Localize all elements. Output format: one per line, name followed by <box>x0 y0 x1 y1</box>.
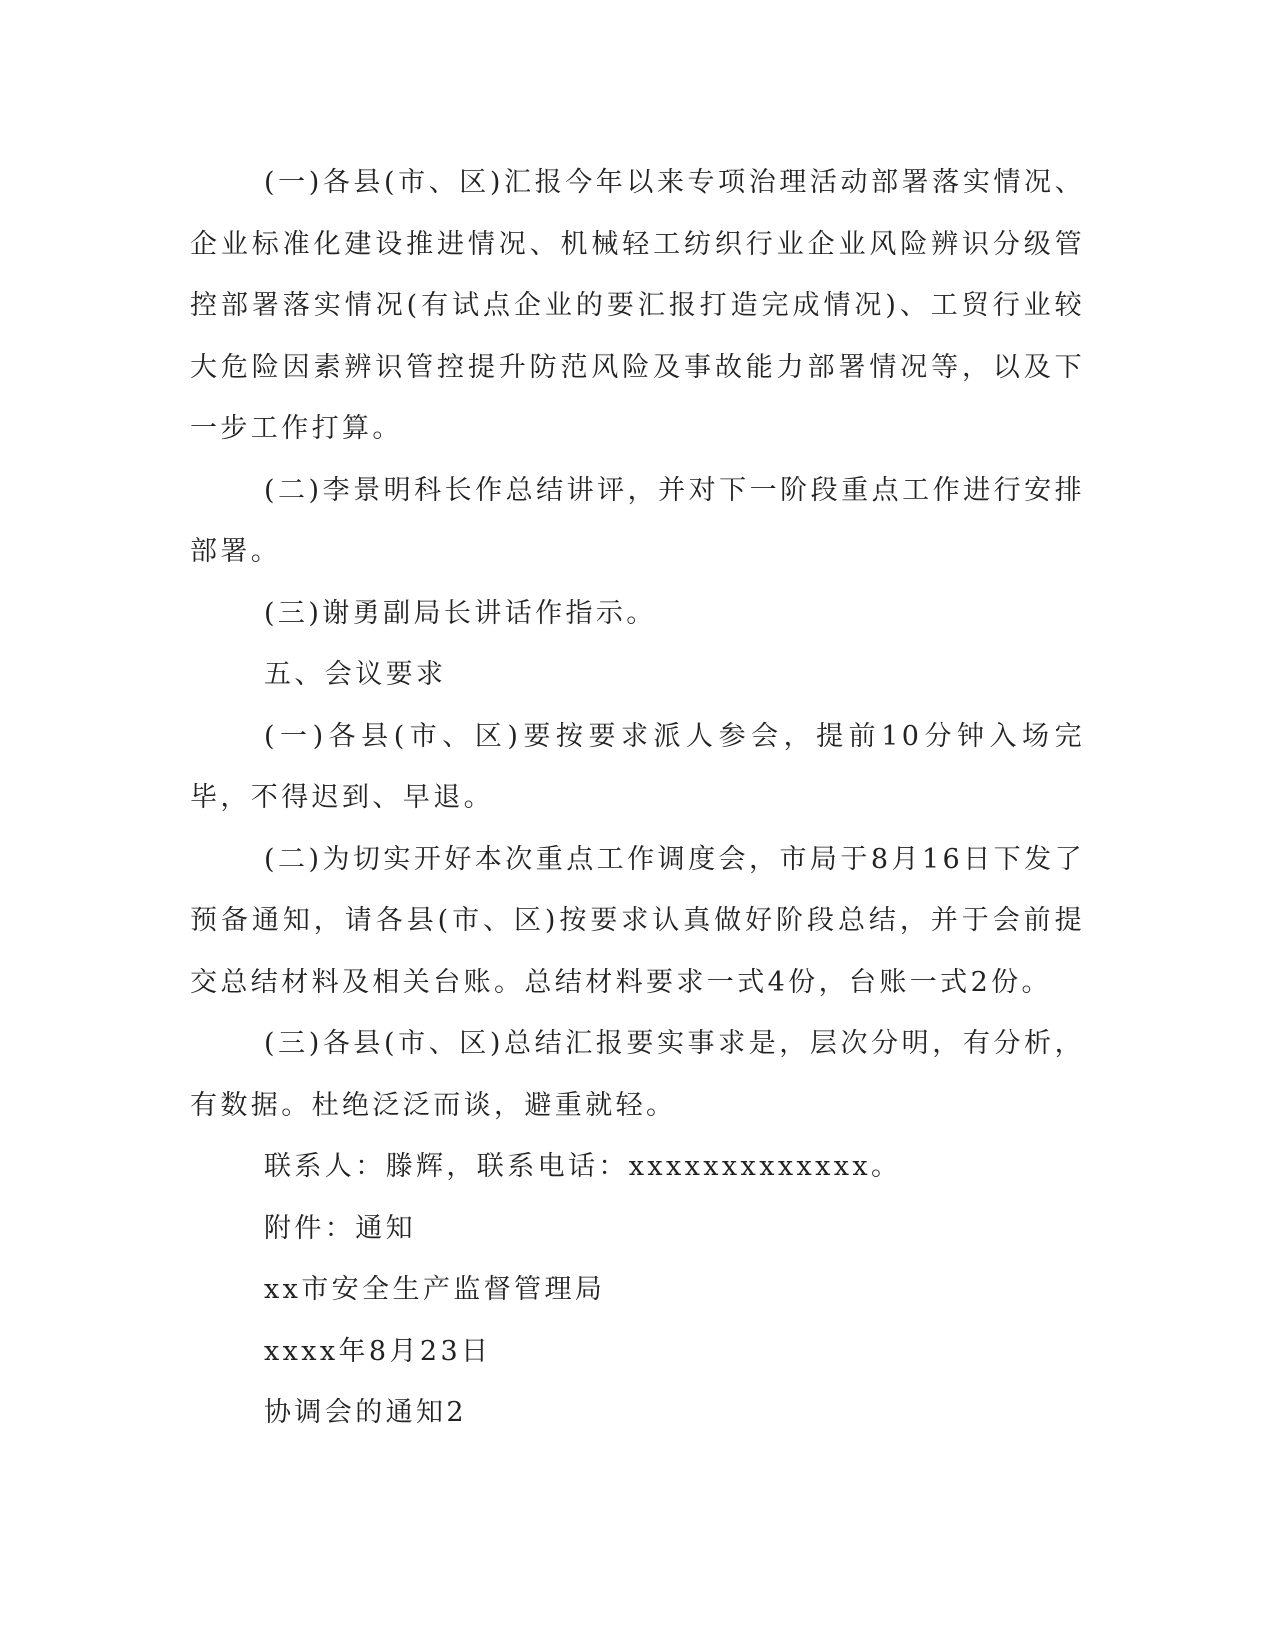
paragraph-preparation: (二)为切实开好本次重点工作调度会，市局于8月16日下发了预备通知，请各县(市、区)按要求认真做好阶段总结，并于会前提交总结材料及相关台账。总结材料要求一式4份，台账一式2份。 <box>190 843 1085 998</box>
paragraph-deputy-speech: (三)谢勇副局长讲话作指示。 <box>264 597 657 629</box>
attachment-line: 附件：通知 <box>264 1212 416 1244</box>
paragraph-reporting-style: (三)各县(市、区)总结汇报要实事求是，层次分明，有分析，有数据。杜绝泛泛而谈，避重就轻。 <box>190 1028 1085 1121</box>
date-line: xxxx年8月23日 <box>264 1335 492 1367</box>
paragraph-report-content: (一)各县(市、区)汇报今年以来专项治理活动部署落实情况、企业标准化建设推进情况、机械轻工纺织行业企业风险辨识分级管控部署落实情况(有试点企业的要汇报打造完成情况)、工贸行业较大危险因素辨识管控提升防范风险及事故能力部署情况等，以及下一步工作打算。 <box>190 167 1085 444</box>
contact-line: 联系人：滕辉，联系电话：xxxxxxxxxxxxx。 <box>264 1151 902 1182</box>
paragraph-summary-review: (二)李景明科长作总结讲评，并对下一阶段重点工作进行安排部署。 <box>190 474 1085 567</box>
next-notice-title: 协调会的通知2 <box>264 1397 467 1428</box>
paragraph-attendance: (一)各县(市、区)要按要求派人参会，提前10分钟入场完毕，不得迟到、早退。 <box>190 720 1085 813</box>
section-heading-meeting-requirements: 五、会议要求 <box>264 659 447 690</box>
issuer-line: xx市安全生产监督管理局 <box>264 1274 606 1305</box>
document-body <box>190 152 1085 1444</box>
